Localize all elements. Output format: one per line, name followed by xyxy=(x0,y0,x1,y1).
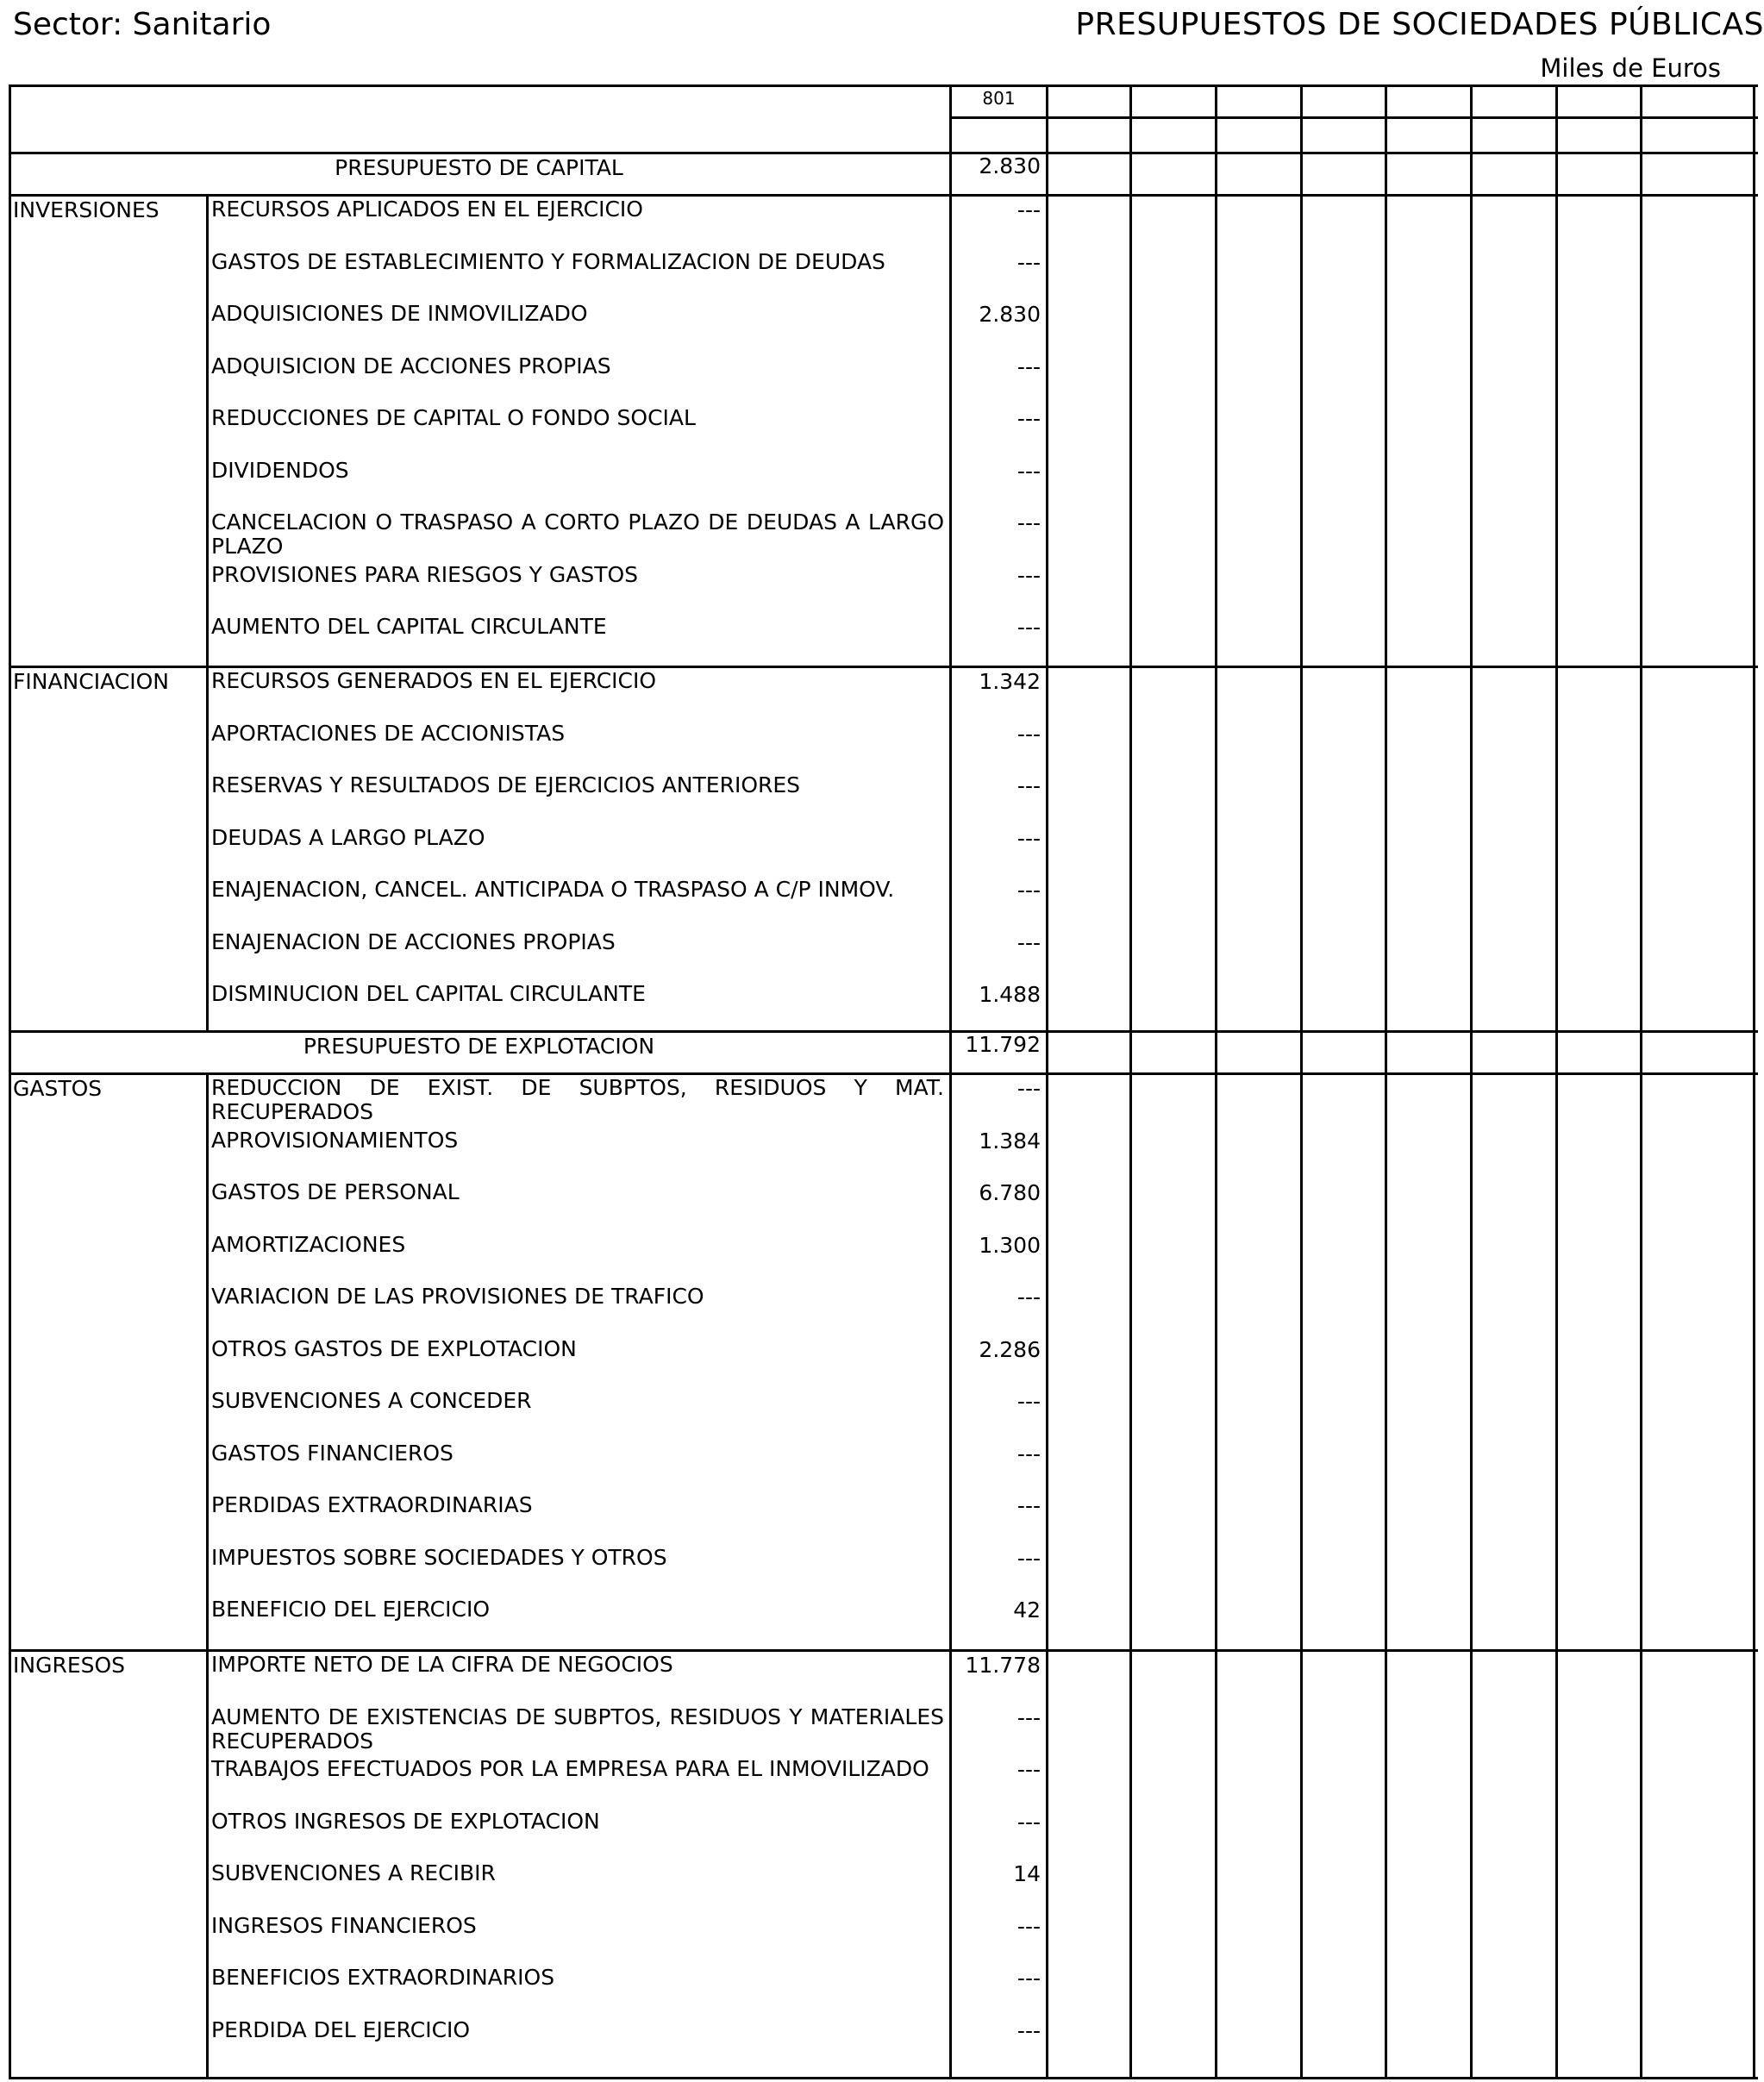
row-value: --- xyxy=(1016,825,1041,851)
table-border-left xyxy=(9,84,11,2079)
gastos-group-label: GASTOS xyxy=(13,1076,103,1101)
explotacion-total: 11.792 xyxy=(965,1032,1041,1057)
column-rule xyxy=(1640,84,1642,2079)
ingresos-group-label: INGRESOS xyxy=(13,1653,126,1678)
row-description: APROVISIONAMIENTOS xyxy=(211,1127,459,1153)
row-value: --- xyxy=(1016,2017,1041,2043)
row-description: APORTACIONES DE ACCIONISTAS xyxy=(211,720,566,746)
column-rule xyxy=(1470,84,1473,2079)
row-value: --- xyxy=(1016,406,1041,431)
row-value: 14 xyxy=(1013,1861,1041,1886)
table-border-top xyxy=(9,84,1758,87)
row-description: DISMINUCION DEL CAPITAL CIRCULANTE xyxy=(211,981,646,1006)
column-rule xyxy=(1555,84,1558,2079)
units-label: Miles de Euros xyxy=(1540,53,1721,83)
row-value: --- xyxy=(1016,929,1041,955)
row-description: IMPUESTOS SOBRE SOCIEDADES Y OTROS xyxy=(211,1544,667,1570)
row-value: --- xyxy=(1016,878,1041,903)
row-value: --- xyxy=(1016,773,1041,798)
row-description: RECURSOS GENERADOS EN EL EJERCICIO xyxy=(211,668,657,693)
row-description: IMPORTE NETO DE LA CIFRA DE NEGOCIOS xyxy=(211,1652,673,1677)
row-value: 6.780 xyxy=(979,1180,1041,1205)
group-column-rule xyxy=(206,194,209,668)
row-description: ENAJENACION DE ACCIONES PROPIAS xyxy=(211,928,616,954)
row-value: --- xyxy=(1016,1913,1041,1939)
row-description: SUBVENCIONES A RECIBIR xyxy=(211,1860,496,1885)
row-description: DEUDAS A LARGO PLAZO xyxy=(211,824,485,850)
row-value: --- xyxy=(1016,615,1041,640)
row-value: --- xyxy=(1016,1389,1041,1414)
row-description: ENAJENACION, CANCEL. ANTICIPADA O TRASPASO A C/P INMOV. xyxy=(211,877,895,902)
column-rule xyxy=(1385,84,1387,2079)
row-description: REDUCCION DE EXIST. DE SUBPTOS, RESIDUOS Y MAT. RECUPERADOS xyxy=(211,1075,944,1124)
row-description: DIVIDENDOS xyxy=(211,457,349,483)
row-value: --- xyxy=(1016,510,1041,535)
capital-total: 2.830 xyxy=(979,153,1041,178)
row-value: 1.342 xyxy=(979,669,1041,694)
row-description: VARIACION DE LAS PROVISIONES DE TRAFICO xyxy=(211,1284,704,1309)
row-value: --- xyxy=(1016,353,1041,379)
row-description: TRABAJOS EFECTUADOS POR LA EMPRESA PARA EL INMOVILIZADO xyxy=(211,1756,929,1781)
row-description: REDUCCIONES DE CAPITAL O FONDO SOCIAL xyxy=(211,405,696,430)
row-value: --- xyxy=(1016,1757,1041,1782)
row-value: --- xyxy=(1016,1285,1041,1310)
row-value: --- xyxy=(1016,249,1041,275)
row-value: 2.830 xyxy=(979,302,1041,327)
header-sector: Sector: Sanitario xyxy=(13,7,272,42)
row-description: OTROS INGRESOS DE EXPLOTACION xyxy=(211,1808,600,1834)
row-description: ADQUISICION DE ACCIONES PROPIAS xyxy=(211,353,611,378)
row-description: AUMENTO DE EXISTENCIAS DE SUBPTOS, RESIDUOS Y MATERIALES RECUPERADOS xyxy=(211,1704,944,1754)
row-value: --- xyxy=(1016,1441,1041,1466)
page-title: PRESUPUESTOS DE SOCIEDADES PÚBLICAS xyxy=(1075,7,1764,42)
row-description: AMORTIZACIONES xyxy=(211,1231,406,1257)
row-description: ADQUISICIONES DE INMOVILIZADO xyxy=(211,301,588,326)
group-column-rule xyxy=(206,666,209,1033)
row-description: PERDIDA DEL EJERCICIO xyxy=(211,2016,471,2042)
group-column-rule xyxy=(206,1072,209,1652)
column-rule xyxy=(1129,84,1132,2079)
row-value: 2.286 xyxy=(979,1336,1041,1362)
row-value: --- xyxy=(1016,1704,1041,1730)
section-rule xyxy=(9,1030,1758,1033)
row-description: GASTOS DE PERSONAL xyxy=(211,1179,460,1204)
row-description: GASTOS DE ESTABLECIMIENTO Y FORMALIZACION DE DEUDAS xyxy=(211,248,885,274)
row-description: PROVISIONES PARA RIESGOS Y GASTOS xyxy=(211,561,639,587)
row-value: 1.384 xyxy=(979,1128,1041,1154)
group-column-rule xyxy=(206,1649,209,2079)
row-value: --- xyxy=(1016,562,1041,588)
row-description: CANCELACION O TRASPASO A CORTO PLAZO DE DEUDAS A LARGO PLAZO xyxy=(211,510,944,559)
header-rule xyxy=(949,116,1758,119)
row-value: --- xyxy=(1016,1545,1041,1571)
column-rule xyxy=(1215,84,1217,2079)
row-description: SUBVENCIONES A CONCEDER xyxy=(211,1388,532,1413)
column-rule xyxy=(1046,84,1048,2079)
explotacion-title: PRESUPUESTO DE EXPLOTACION xyxy=(303,1034,655,1059)
row-value: --- xyxy=(1016,197,1041,222)
row-value: --- xyxy=(1016,1966,1041,1991)
inversiones-group-label: INVERSIONES xyxy=(13,197,160,222)
row-description: INGRESOS FINANCIEROS xyxy=(211,1912,477,1938)
column-rule xyxy=(1300,84,1303,2079)
row-description: AUMENTO DEL CAPITAL CIRCULANTE xyxy=(211,614,607,639)
table-border-right xyxy=(1753,84,1755,2079)
row-value: 1.488 xyxy=(979,982,1041,1007)
row-value: --- xyxy=(1016,721,1041,747)
row-description: RESERVAS Y RESULTADOS DE EJERCICIOS ANTERIORES xyxy=(211,772,801,797)
row-description: OTROS GASTOS DE EXPLOTACION xyxy=(211,1335,577,1361)
financiacion-group-label: FINANCIACION xyxy=(13,669,169,694)
section-rule xyxy=(9,152,1758,154)
row-description: BENEFICIO DEL EJERCICIO xyxy=(211,1597,490,1622)
row-description: RECURSOS APLICADOS EN EL EJERCICIO xyxy=(211,197,643,222)
column-code: 801 xyxy=(982,88,1016,109)
row-value: --- xyxy=(1016,458,1041,484)
row-value: 1.300 xyxy=(979,1232,1041,1258)
table-border-bottom xyxy=(9,2077,1758,2079)
row-description: BENEFICIOS EXTRAORDINARIOS xyxy=(211,1965,555,1990)
row-value: --- xyxy=(1016,1809,1041,1835)
capital-title: PRESUPUESTO DE CAPITAL xyxy=(335,155,623,180)
budget-table xyxy=(9,84,1755,2079)
row-description: PERDIDAS EXTRAORDINARIAS xyxy=(211,1492,533,1517)
row-value: 42 xyxy=(1013,1597,1041,1622)
row-value: --- xyxy=(1016,1493,1041,1518)
row-description: GASTOS FINANCIEROS xyxy=(211,1440,454,1466)
row-value: --- xyxy=(1016,1076,1041,1101)
row-value: 11.778 xyxy=(965,1653,1041,1678)
